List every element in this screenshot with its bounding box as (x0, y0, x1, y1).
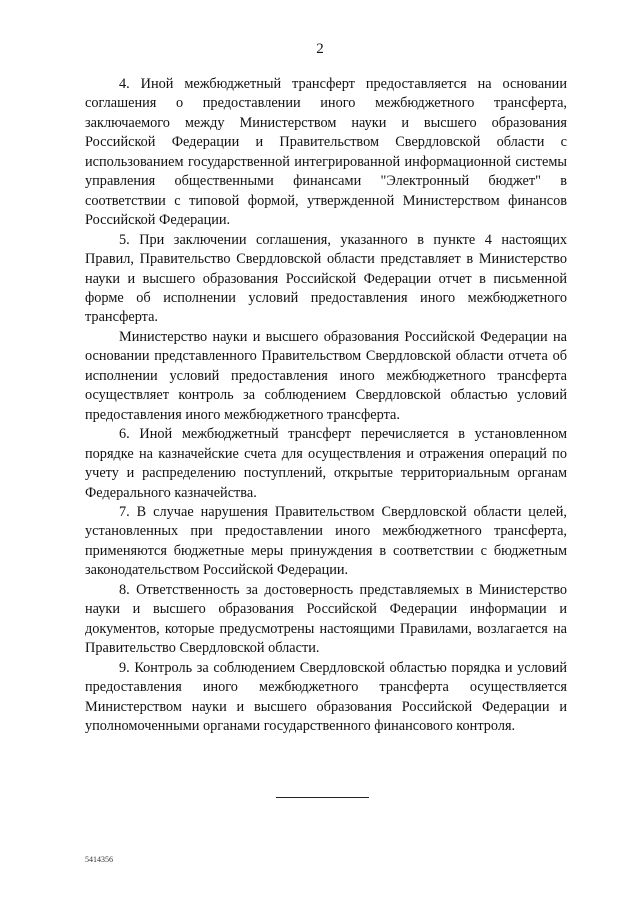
end-separator-line (276, 797, 369, 798)
paragraph-item-7: 7. В случае нарушения Правительством Свердловской области целей, установленных при предоставлении иного межбюджетного трансферта, применяются бюджетные меры принуждения в соответствии с бюджетным законодательством Российской Федерации. (85, 503, 567, 579)
paragraph-item-8: 8. Ответственность за достоверность представляемых в Министерство науки и высшего образования Российской Федерации информации и документов, которые предусмотрены настоящими Правилами, возлагается на Правительство Свердловской области. (85, 581, 567, 657)
paragraph-item-5: 5. При заключении соглашения, указанного в пункте 4 настоящих Правил, Правительство Свердловской области представляет в Министерство науки и высшего образования Российской Федерации отчет в письменной форме об исполнении условий предоставления иного межбюджетного трансферта. (85, 231, 567, 326)
paragraph-item-4: 4. Иной межбюджетный трансферт предоставляется на основании соглашения о предоставлении иного межбюджетного трансферта, заключаемого между Министерством науки и высшего образования Российской Федерации и Правительством Свердловской области с использованием государственной интегрированной информационной системы управления общественными финансами "Электронный бюджет" в соответствии с типовой формой, утвержденной Министерством финансов Российской Федерации. (85, 76, 567, 229)
page-number: 2 (316, 41, 324, 57)
paragraph-item-6: 6. Иной межбюджетный трансферт перечисляется в установленном порядке на казначейские счета для осуществления и отражения операций по учету и распределению поступлений, открытые территориальным органам Федерального казначейства. (85, 426, 567, 501)
document-code: 5414356 (85, 855, 113, 864)
document-body (85, 75, 567, 736)
paragraph-item-9: 9. Контроль за соблюдением Свердловской областью порядка и условий предоставления иного межбюджетного трансферта осуществляется Министерством науки и высшего образования Российской Федерации и уполномоченными органами государственного финансового контроля. (85, 659, 567, 734)
paragraph-item-5-continuation: Министерство науки и высшего образования Российской Федерации на основании представленного Правительством Свердловской области отчета об исполнении условий предоставления иного межбюджетного трансферта осуществляет контроль за соблюдением Свердловской областью условий предоставления иного межбюджетного трансферта. (85, 328, 567, 423)
